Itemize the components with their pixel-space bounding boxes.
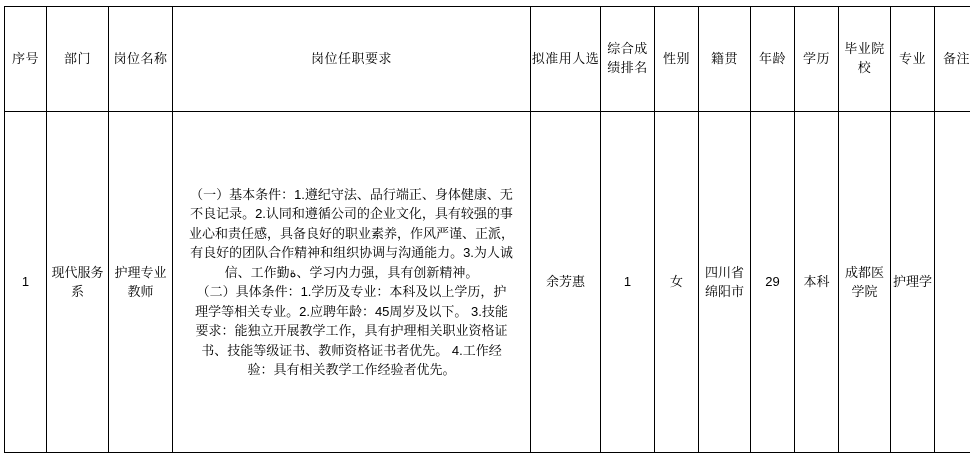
cell-rank: 1 bbox=[601, 112, 655, 453]
requirements-line: 书、技能等级证书、教师资格证书者优先。 4.工作经 bbox=[201, 342, 502, 358]
cell-sex: 女 bbox=[655, 112, 699, 453]
requirements-line: 理学等相关专业。2.应聘年龄：45周岁及以下。 3.技能 bbox=[195, 303, 508, 319]
requirements-line: 要求：能独立开展教学工作，具有护理相关职业资格证 bbox=[195, 323, 508, 338]
column-header-major bbox=[891, 7, 935, 112]
cell-age: 29 bbox=[751, 112, 795, 453]
column-header-dept bbox=[47, 7, 109, 112]
column-header-native-place bbox=[699, 7, 751, 112]
cell-school: 成都医学院 bbox=[839, 112, 891, 453]
requirements-line: （一）基本条件：1.遵纪守法、品行端正、身体健康、无 bbox=[190, 186, 513, 202]
cell-dept: 现代服务系 bbox=[47, 112, 109, 453]
column-header-rank-label: 综合成绩排名 bbox=[607, 41, 648, 75]
column-header-post bbox=[109, 7, 173, 112]
column-header-native-place-label: 籍贯 bbox=[710, 51, 738, 67]
table-header-row bbox=[5, 7, 970, 112]
column-header-sex-label: 性别 bbox=[662, 51, 690, 67]
column-header-note bbox=[935, 7, 970, 112]
cell-candidate: 余芳惠 bbox=[531, 112, 601, 453]
column-header-note-label: 备注 bbox=[942, 51, 970, 67]
column-header-requirements bbox=[173, 7, 531, 112]
cell-requirements bbox=[173, 112, 531, 453]
column-header-candidate bbox=[531, 7, 601, 112]
column-header-age bbox=[751, 7, 795, 112]
column-header-age-label: 年龄 bbox=[758, 51, 786, 67]
cell-seq: 1 bbox=[5, 112, 47, 453]
requirements-line: 业心和责任感，具备良好的职业素养，作风严谨、正派， bbox=[188, 225, 514, 241]
requirements-line: （二）具体条件：1.学历及专业：本科及以上学历，护 bbox=[196, 284, 507, 299]
column-header-seq bbox=[5, 7, 47, 112]
column-header-education-label: 学历 bbox=[802, 51, 830, 67]
table-header bbox=[5, 7, 970, 112]
recruitment-table bbox=[4, 6, 970, 453]
cell-major: 护理学 bbox=[891, 112, 935, 453]
column-header-major-label: 专业 bbox=[898, 51, 926, 67]
column-header-post-label: 岗位名称 bbox=[113, 51, 168, 67]
column-header-seq-label: 序号 bbox=[11, 51, 39, 67]
column-header-education bbox=[795, 7, 839, 112]
requirements-line: 有良好的团队合作精神和组织协调与沟通能力。3.为人诚 bbox=[190, 245, 513, 260]
column-header-school bbox=[839, 7, 891, 112]
column-header-candidate-label: 拟准用人选 bbox=[531, 51, 600, 67]
cell-post: 护理专业教师 bbox=[109, 112, 173, 453]
requirements-line: 信、工作勤ة、学习内力强，具有创新精神。 bbox=[224, 264, 479, 280]
table-body bbox=[5, 112, 970, 453]
cell-note bbox=[935, 112, 970, 453]
column-header-requirements-label: 岗位任职要求 bbox=[310, 51, 392, 67]
column-header-rank bbox=[601, 7, 655, 112]
table-row bbox=[5, 112, 970, 453]
column-header-dept-label: 部门 bbox=[63, 51, 91, 67]
cell-native-place: 四川省绵阳市 bbox=[699, 112, 751, 453]
requirements-line: 不良记录。2.认同和遵循公司的企业文化，具有较强的事 bbox=[190, 206, 513, 221]
requirements-line: 验：具有相关教学工作经验者优先。 bbox=[247, 362, 456, 377]
cell-education: 本科 bbox=[795, 112, 839, 453]
column-header-school-label: 毕业院校 bbox=[844, 41, 885, 75]
column-header-sex bbox=[655, 7, 699, 112]
